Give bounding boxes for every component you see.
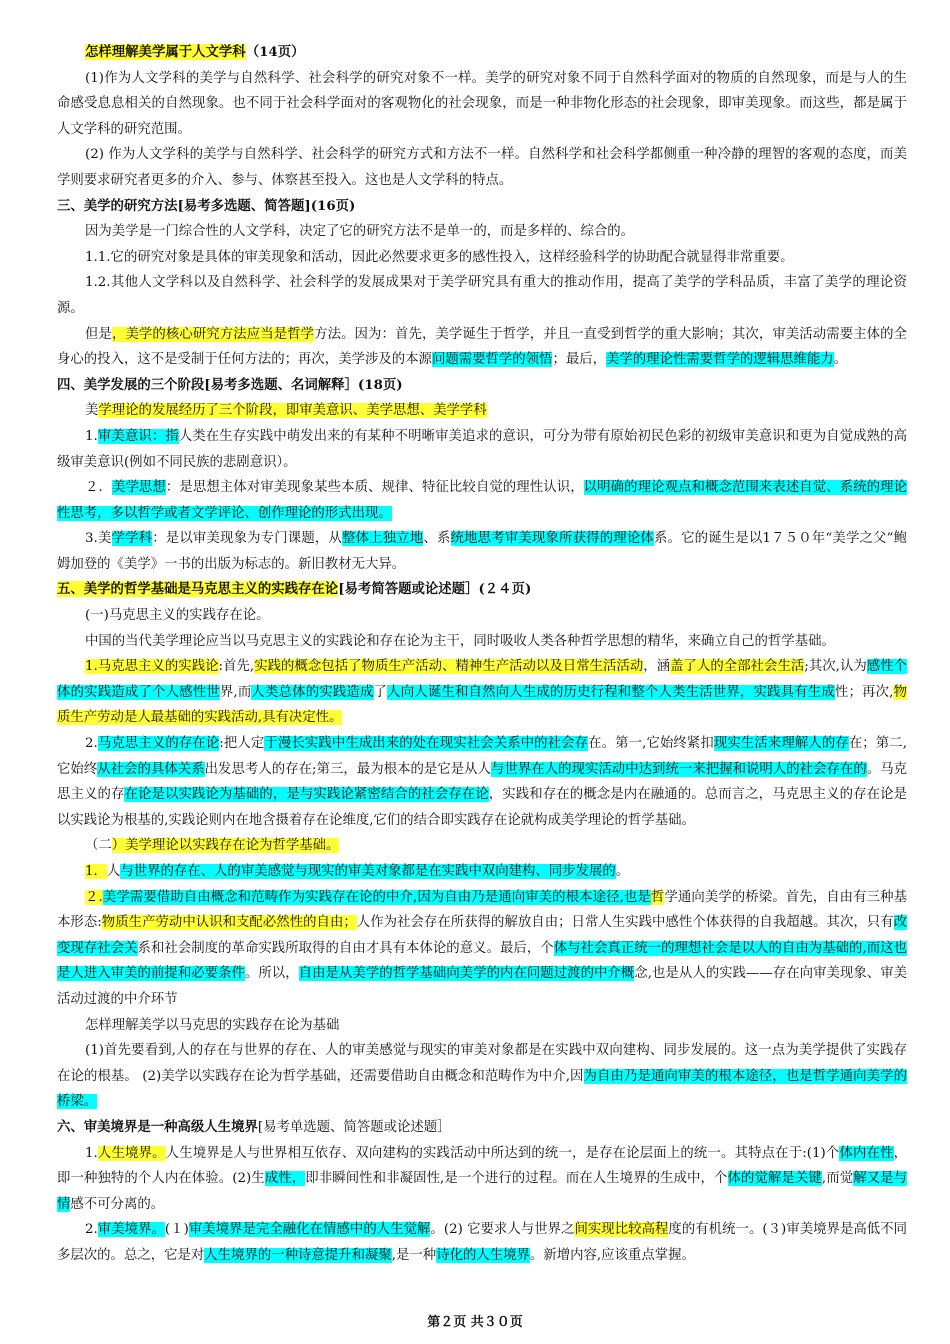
text-run: 在。第一,它始终紧扣 bbox=[588, 736, 714, 752]
text-run: 六、审美境界是一种高级人生境界 bbox=[57, 1118, 258, 1135]
text-run: 即非瞬间性和非凝固性,是一个进行的过程。而在人生境界的生成中，个 bbox=[305, 1171, 728, 1187]
highlight-yellow: ２. bbox=[85, 889, 103, 905]
section-heading-4: 四、美学发展的三个阶段[易考多选题、名词解释］(18页) bbox=[57, 376, 403, 393]
highlight-yellow: 间实现比较高程 bbox=[574, 1222, 669, 1238]
heading-text: 怎样理解美学属于人文学科 bbox=[85, 44, 246, 60]
list-item bbox=[57, 526, 907, 577]
text-run: 。 bbox=[615, 864, 630, 879]
highlight-yellow: 1.马克思主义的实践论 bbox=[85, 659, 219, 675]
text-run: 界,而 bbox=[219, 684, 252, 700]
list-item bbox=[57, 1141, 907, 1218]
text-run: 1. bbox=[85, 428, 98, 444]
text-run: 在；第二,它始终 bbox=[57, 736, 908, 777]
highlight-cyan: 人向人诞生和自然向人生成的历史行程和整个人类生活世界，实践具有生成 bbox=[387, 684, 835, 700]
list-item bbox=[57, 424, 907, 475]
text-run: 。马克思主义的存 bbox=[57, 761, 908, 803]
section-heading-6 bbox=[57, 1115, 907, 1141]
highlight-cyan: 美学需要借助自由概念和范畴作为实践存在论的中介,因为自由乃是通向审美的根本途径,也是 bbox=[102, 889, 651, 905]
paragraph: 怎样理解美学以马克思的实践存在论为基础 bbox=[85, 1017, 340, 1033]
subheading bbox=[57, 833, 907, 859]
text-run: 念,也是从人的实践——存在向审美现象、审美活动过渡的中介环节 bbox=[57, 966, 908, 1007]
highlight-cyan: 为自由乃是通向审美的根本途径，也是哲学通向美学的桥梁。 bbox=[57, 1068, 907, 1110]
text-run: 人 bbox=[106, 864, 121, 879]
highlight-cyan: 自由是从美学的哲学基础向美 bbox=[298, 966, 474, 982]
text-run: ，实践和存在的概念是内在融通的。总而言之，马克思主义的存在论是以实践论为根基的,实践论则内在地含摄着存在论维度,它们的结合即实践存在论就构成美学理论的哲学基础。 bbox=[57, 787, 907, 828]
text-run: ２． bbox=[85, 480, 112, 496]
text-run: ;其次,认为 bbox=[804, 659, 867, 675]
text-run: 1. bbox=[85, 1145, 98, 1161]
text-run: 度的有机统一。(３)审美境界是高低不同多层次的。总之，它是对 bbox=[57, 1222, 908, 1263]
highlight-cyan: 学学科 bbox=[111, 531, 153, 547]
highlight-yellow: 盖了人的全部社会生活 bbox=[670, 659, 805, 675]
text-run: 美 bbox=[85, 403, 99, 419]
paragraph bbox=[57, 322, 907, 373]
highlight-yellow: 物质生产劳动中认识和支配必然性的自由； bbox=[101, 915, 357, 931]
highlight-yellow: 五、美学的哲学基础是马克思主义的实践存在论 bbox=[57, 581, 339, 598]
list-item bbox=[57, 475, 907, 526]
text-run: ,而觉 bbox=[821, 1171, 854, 1187]
text-run: 人生境界是人与世界相互依存、双向建构的实践活动中所达到的统一，是存在论层面上的统一。其特点在于:(1)个 bbox=[165, 1145, 840, 1161]
paragraph: 因为美学是一门综合性的人文学科，决定了它的研究方法不是单一的，而是多样的、综合的。 bbox=[85, 224, 635, 240]
highlight-cyan: 人类总体的实践造成 bbox=[251, 684, 374, 700]
text-run: ，涵 bbox=[643, 659, 671, 675]
text-run: 2. bbox=[85, 736, 98, 752]
highlight-cyan: 与世界的存在、人的审美感觉与现实的审美对象都是在实践中双向建构、同步发展的 bbox=[120, 864, 616, 879]
highlight-yellow: 哲 bbox=[650, 889, 665, 905]
list-item bbox=[57, 859, 907, 885]
highlight-cyan: 审美意识：指 bbox=[97, 428, 179, 444]
highlight-yellow: 实践的概念包括了物质生产活动、精神生产活动以及日常生活活动 bbox=[254, 659, 644, 675]
highlight-cyan: 现实生活来理解人的存 bbox=[713, 736, 849, 752]
highlight-cyan: 以明确的理论观点和概念范围来表述自觉、系统的理论性思考，多以哲学或者文学评论、创作理论的形式出现。 bbox=[57, 480, 908, 521]
highlight-yellow: ，美学的核心研究方法应当是哲学 bbox=[111, 326, 315, 342]
highlight-cyan: 马克思主义的存在论 bbox=[97, 736, 220, 752]
text-run: 。 bbox=[833, 352, 848, 368]
heading-page-ref: （14页） bbox=[245, 44, 305, 60]
section-heading-humanities bbox=[57, 40, 907, 66]
highlight-cyan: 体内在性 bbox=[839, 1145, 894, 1161]
highlight-cyan: 统地思考审美现象所获得的理论体 bbox=[450, 531, 654, 547]
text-run: 性；再次, bbox=[834, 684, 894, 700]
highlight-cyan: 于漫长实践中生成出来的处在现实社会关系中的社会存 bbox=[264, 736, 589, 752]
text-run: 、系 bbox=[423, 531, 451, 547]
text-run: [易考简答题或论述题］(２４页) bbox=[338, 581, 532, 598]
text-run: ：是思想主体对审美现象某些本质、规律、特征比较自觉的理性认识， bbox=[165, 480, 584, 496]
paragraph: (2) 作为人文学科的美学与自然科学、社会科学的研究方式和方法不一样。自然科学和社会科学都侧重一种冷静的理智的客观的态度，而美学则要求研究者更多的介入、参与、体察甚至投入。这也是人文学科的特点。 bbox=[57, 147, 907, 188]
highlight-cyan: 在论是以实践论为基础的，是与实践论紧密结合的社会存在论 bbox=[124, 787, 489, 803]
paragraph bbox=[57, 398, 907, 424]
highlight-yellow: 学理论的发展经历了三个阶段，即审美意识、美学思想、美学学科 bbox=[98, 403, 487, 419]
highlight-cyan: 审美境界是完全融化在情感中的人生觉解 bbox=[188, 1222, 431, 1238]
text-run: 。所以， bbox=[244, 966, 299, 982]
document-page bbox=[57, 40, 907, 1269]
text-run: (1)首先要看到,人的存在与世界的存在、人的审美感觉与现实的审美对象都是在实践中双向建构、同步发展的。这一点为美学提供了实践存在论的根基。 (2)美学以实践存在论为哲学基础，还需要借助自由概念和范畴作为中介,因 bbox=[57, 1043, 907, 1084]
list-item bbox=[57, 1217, 907, 1268]
text-run: ：是以审美现象为专门课题，从 bbox=[152, 531, 343, 547]
text-run: 学通向美学的桥梁。首先，自由有三种基本形态: bbox=[57, 889, 908, 931]
text-run: 出发思考人的存在;第三，最为根本的是它是从人 bbox=[204, 761, 492, 777]
highlight-cyan: 审美境界。 bbox=[97, 1222, 165, 1238]
text-run: 2. bbox=[85, 1222, 98, 1238]
text-run: 但是 bbox=[85, 326, 112, 342]
section-heading-3: 三、美学的研究方法[易考多选题、简答题](16页) bbox=[57, 197, 356, 214]
section-heading-5 bbox=[57, 577, 907, 603]
list-item: 1.2.其他人文学科以及自然科学、社会科学的发展成果对于美学研究具有重大的推动作用，提高了美学的学科品质，丰富了美学的理论资源。 bbox=[57, 275, 907, 316]
text-run: ,是一种 bbox=[391, 1247, 437, 1263]
text-run: （二 bbox=[85, 838, 112, 854]
highlight-cyan: 解又是与情 bbox=[57, 1171, 908, 1212]
highlight-cyan: 与世界在人的现实活动中达到统一来把握和说明人的社会存在的 bbox=[491, 761, 867, 777]
page-footer: 第２页 共３０页 bbox=[427, 1315, 523, 1330]
highlight-yellow: 1． bbox=[85, 864, 107, 879]
text-run: 感不可分离的。 bbox=[70, 1196, 165, 1212]
text-run: 。(2) 它要求人与世界之 bbox=[430, 1222, 575, 1238]
text-run: ；最后， bbox=[552, 352, 607, 368]
highlight-cyan: 感性个体的实践造成了个人感性世 bbox=[57, 659, 908, 700]
subheading: (一)马克思主义的实践存在论。 bbox=[85, 608, 270, 624]
highlight-cyan: 诗化的人生境界 bbox=[436, 1247, 530, 1263]
list-item bbox=[57, 885, 907, 1013]
paragraph: (1)作为人文学科的美学与自然科学、社会科学的研究对象不一样。美学的研究对象不同于自然科学面对的物质的自然现象，而是与人的生命感受息息相关的自然现象。也不同于社会科学面对的客观物化的社会现象，而是一种非物化形态的社会现象，即审美现象。而这些，都是属于人文学科的研究范围。 bbox=[57, 70, 907, 137]
highlight-cyan: 体的觉解是关键 bbox=[727, 1171, 822, 1187]
highlight-cyan: 学的内在问题过渡的中介概 bbox=[473, 966, 635, 982]
text-run: ，即一种独特的个人内在体验。(2)生 bbox=[57, 1145, 908, 1187]
highlight-cyan: 整体上独立地 bbox=[342, 531, 424, 547]
highlight-cyan: 会是以人的自由为基础的,而这也是人进入审美的前提和必要条件 bbox=[57, 940, 907, 982]
highlight-yellow: 物质生产劳动是人最基础的实践活动,具有决定性。 bbox=[57, 684, 908, 726]
text-run: 人作为社会存在所获得的解放自由；日常人生实践中感性个体获得的自我超越。其次，只有 bbox=[356, 915, 894, 931]
list-item bbox=[57, 731, 907, 833]
highlight-cyan: 改变现存社会关 bbox=[57, 915, 908, 956]
paragraph: 中国的当代美学理论应当以马克思主义的实践论和存在论为主干，同时吸收人类各种哲学思想的精华，来确立自己的哲学基础。 bbox=[85, 633, 835, 649]
text-run: :把人定 bbox=[219, 736, 265, 752]
text-run: (１) bbox=[164, 1222, 189, 1238]
highlight-cyan: 问题需要哲学的领悟 bbox=[431, 352, 553, 368]
text-run: 。新增内容,应该重点掌握。 bbox=[529, 1247, 695, 1263]
paragraph bbox=[57, 1038, 907, 1115]
text-run: 系和社会制度的革命实践所取得的自由才具有本体论的意义。最后，个 bbox=[137, 940, 554, 956]
highlight-cyan: 体与社会真正统一的理想社 bbox=[553, 940, 715, 956]
text-run: 了 bbox=[373, 684, 388, 700]
highlight-cyan: 人生境界的一种诗意提升和凝聚 bbox=[204, 1247, 392, 1263]
text-run: 系。它的诞生是以1７５０年“美学之父”鲍姆加登的《美学》一书的出版为标志的。新旧教材无大异。 bbox=[57, 531, 908, 572]
highlight-cyan: 美学思想 bbox=[111, 480, 166, 496]
highlight-yellow: ）美学理论以实践存在论为哲学基础。 bbox=[111, 838, 340, 854]
text-run: :首先, bbox=[218, 659, 255, 675]
list-item: 1.1.它的研究对象是具体的审美现象和活动，因此必然要求更多的感性投入，这样经验科学的协助配合就显得非常重要。 bbox=[85, 249, 794, 265]
highlight-cyan: 美学的理论性需要哲学的逻辑思维能力 bbox=[606, 352, 834, 368]
highlight-cyan: 成性， bbox=[264, 1171, 306, 1187]
highlight-cyan: 从社会的具体关系 bbox=[97, 761, 205, 777]
text-run: 方法。因为：首先，美学诞生于哲学，并且一直受到哲学的重大影响；其次，审美活动需要主体的全身心的投入，这不是受制于任何方法的；再次，美学涉及的本源 bbox=[57, 326, 908, 368]
text-run: [易考单选题、简答题或论述题］ bbox=[257, 1119, 451, 1135]
text-run: 3.美 bbox=[85, 531, 112, 547]
list-item bbox=[57, 654, 907, 731]
highlight-yellow: 人生境界。 bbox=[97, 1145, 166, 1161]
text-run: 人类在生存实践中萌发出来的有某种不明晰审美追求的意识，可分为带有原始初民色彩的初级审美意识和更为自觉成熟的高级审美意识(例如不同民族的悲剧意识）。 bbox=[57, 428, 908, 470]
